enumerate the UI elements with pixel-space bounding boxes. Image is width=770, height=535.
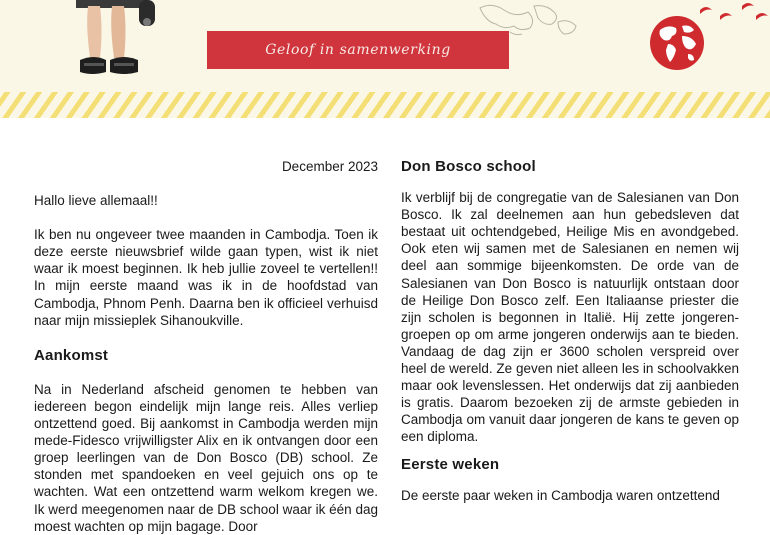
section-heading-aankomst: Aankomst <box>34 346 109 364</box>
eerste-weken-paragraph: De eerste paar weken in Cambodja waren ontzettend <box>401 487 720 503</box>
newsletter-date: December 2023 <box>281 159 378 174</box>
wheelchair-wheel-icon <box>136 0 158 30</box>
section-heading-eerste-weken: Eerste weken <box>401 455 500 473</box>
birds-icon <box>690 0 770 26</box>
slogan-text: Geloof in samenwerking <box>265 42 451 58</box>
header-banner <box>0 0 770 118</box>
decorative-stripes <box>0 92 770 118</box>
left-column <box>34 158 378 535</box>
legs-photo-icon <box>66 0 186 80</box>
greeting: Hallo lieve allemaal!! <box>34 193 158 209</box>
aankomst-paragraph: Na in Nederland afscheid genomen te hebben van iedereen begon eindelijk mijn lange reis. Alles verliep ontzettend goed. Bij aankomst in Cambodja werden mijn mede-Fidesco vrijwilligster Alix en ik ontvangen door een groep leerlingen van de Don Bosco (DB) school. Ze stonden met spandoeken en veel gejuich ons op te wachten. Wat een ontzettend warm welkom kregen we. Ik werd meegenomen naar de DB school waar ik één dag moest wachten op mijn bagage. Door <box>34 381 378 534</box>
section-heading-don-bosco: Don Bosco school <box>401 158 536 175</box>
right-column <box>401 158 739 504</box>
intro-paragraph: Ik ben nu ongeveer twee maanden in Cambodja. Toen ik deze eerste nieuwsbrief wilde gaan typen, wist ik niet waar ik moest beginnen. Ik heb jullie zoveel te vertellen!! In mijn eerste maand was ik in de hoofdstad van Cambodja, Phnom Penh. Daarna ben ik officieel verhuisd naar mijn missieplek Sihanoukville. <box>34 227 378 328</box>
don-bosco-paragraph: Ik verblijf bij de congregatie van de Salesianen van Don Bosco. Ik zal deelnemen aan hun gebedsleven dat bestaat uit ochtendgebed, Heilige Mis en avondgebed. Ook eten wij samen met de Salesianen en nemen wij deel aan sommige bijeenkomsten. De orde van de Salesianen van Don Bosco is natuurlijk ontstaan door de Heilige Don Bosco zelf. Een Italiaanse priester die zijn scholen is begonnen in Italië. Hij zette jongeren-groepen op om arme jongeren onderwijs aan te bieden. Vandaag de dag zijn er 3600 scholen verspreid over heel de wereld. Ze geven niet alleen les in schoolvakken maar ook levenslessen. Het onderwijs dat zij aanbieden is gratis. Daarom bezoeken zij de armste gebieden in Cambodja om vanuit daar jongeren de kans te geven op een diploma. <box>401 190 739 445</box>
slogan-banner <box>207 31 509 69</box>
